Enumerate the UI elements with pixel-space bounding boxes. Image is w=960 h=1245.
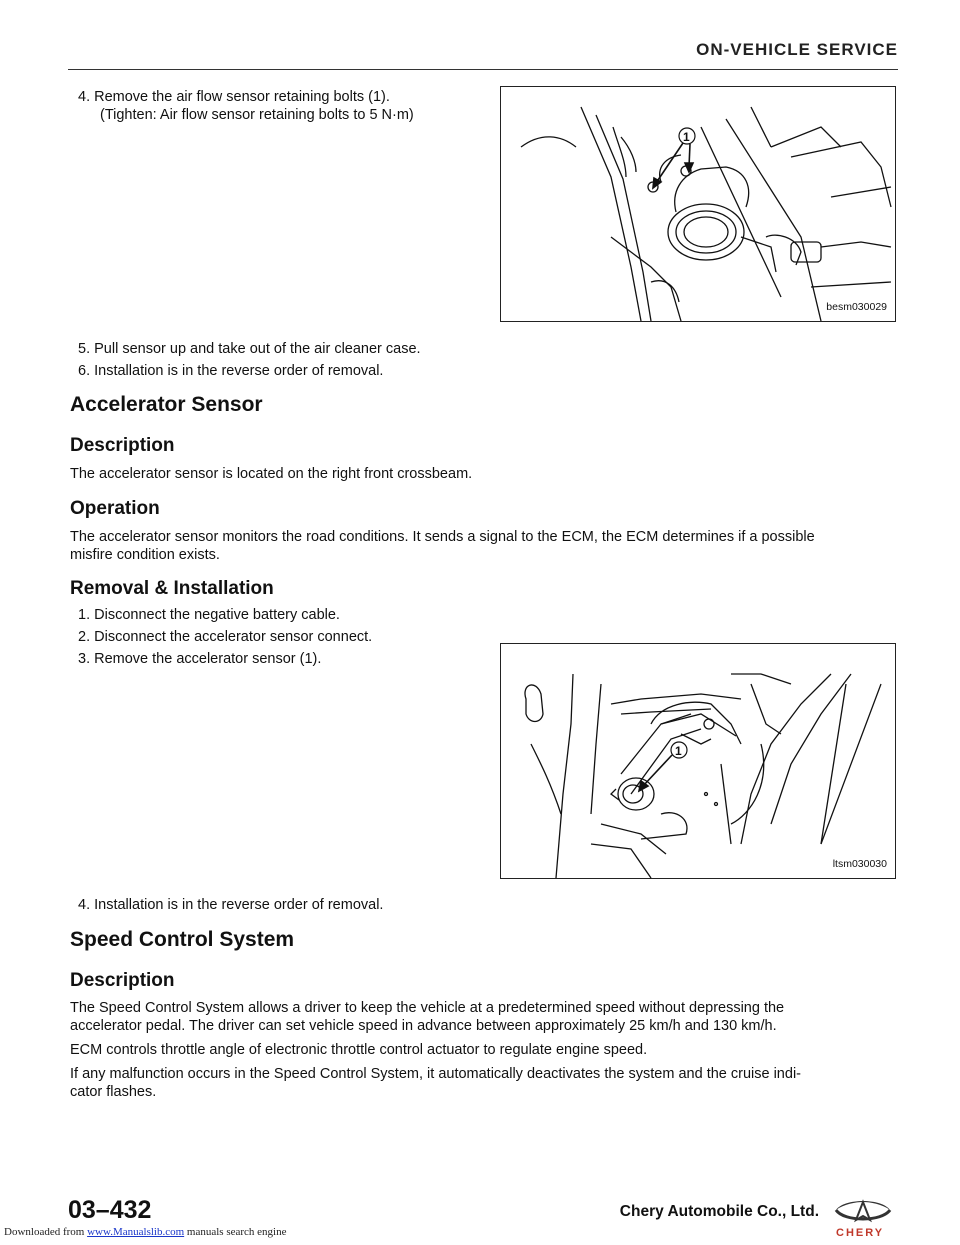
company-name: Chery Automobile Co., Ltd. bbox=[619, 1203, 819, 1220]
heading-removal-installation: Removal & Installation bbox=[70, 578, 274, 599]
figure-accelerator-sensor bbox=[500, 643, 896, 879]
speed-desc-p1-line-1: The Speed Control System allows a driver to keep the vehicle at a predetermined speed without depressing the bbox=[70, 1000, 785, 1016]
figure-2-callout: 1 bbox=[675, 744, 682, 758]
download-prefix: Downloaded from bbox=[4, 1226, 88, 1238]
accel-operation-line-1: The accelerator sensor monitors the road conditions. It sends a signal to the ECM, the ECM determines if a possible bbox=[70, 529, 815, 545]
speed-desc-p1-line-2: accelerator pedal. The driver can set vehicle speed in advance between approximately 25 km/h and 130 km/h. bbox=[70, 1018, 777, 1034]
figure-1-code: besm030029 bbox=[826, 301, 887, 313]
logo-text: CHERY bbox=[836, 1227, 885, 1239]
speed-desc-p3-line-1: If any malfunction occurs in the Speed Control System, it automatically deactivates the system and the cruise indi- bbox=[70, 1066, 801, 1082]
heading-description: Description bbox=[70, 435, 175, 456]
step-4-line-1: 4. Remove the air flow sensor retaining bolts (1). bbox=[78, 89, 390, 105]
ri-step-2: 2. Disconnect the accelerator sensor connect. bbox=[78, 629, 373, 645]
step-6: 6. Installation is in the reverse order of removal. bbox=[78, 363, 384, 379]
ri-step-3: 3. Remove the accelerator sensor (1). bbox=[78, 651, 322, 667]
page-header-title: ON-VEHICLE SERVICE bbox=[696, 40, 898, 59]
download-suffix: manuals search engine bbox=[184, 1226, 287, 1238]
speed-desc-p2: ECM controls throttle angle of electronic throttle control actuator to regulate engine speed. bbox=[70, 1042, 648, 1058]
section-title-accelerator-sensor: Accelerator Sensor bbox=[70, 393, 263, 416]
chery-logo bbox=[830, 1196, 896, 1245]
section-title-speed-control: Speed Control System bbox=[70, 928, 295, 951]
accel-operation-line-2: misfire condition exists. bbox=[70, 547, 220, 563]
accel-description-text: The accelerator sensor is located on the right front crossbeam. bbox=[70, 466, 473, 482]
figure-2-code: ltsm030030 bbox=[832, 858, 887, 870]
figure-air-flow-sensor bbox=[500, 86, 896, 322]
figure-1-callout: 1 bbox=[683, 130, 690, 144]
accelerator-sensor-illustration bbox=[501, 644, 895, 878]
air-flow-sensor-illustration bbox=[501, 87, 895, 321]
heading-operation: Operation bbox=[70, 498, 160, 519]
ri-step-1: 1. Disconnect the negative battery cable. bbox=[78, 607, 340, 623]
step-4-line-2: (Tighten: Air flow sensor retaining bolts to 5 N·m) bbox=[100, 107, 414, 123]
page-number: 03–432 bbox=[68, 1196, 152, 1224]
download-notice bbox=[4, 1226, 286, 1238]
ri-step-4: 4. Installation is in the reverse order of removal. bbox=[78, 897, 384, 913]
header-rule bbox=[68, 69, 898, 70]
manualslib-link[interactable]: www.Manualslib.com bbox=[87, 1226, 185, 1238]
step-5: 5. Pull sensor up and take out of the air cleaner case. bbox=[78, 341, 421, 357]
speed-desc-p3-line-2: cator flashes. bbox=[70, 1084, 157, 1100]
heading-description-speed: Description bbox=[70, 970, 175, 991]
